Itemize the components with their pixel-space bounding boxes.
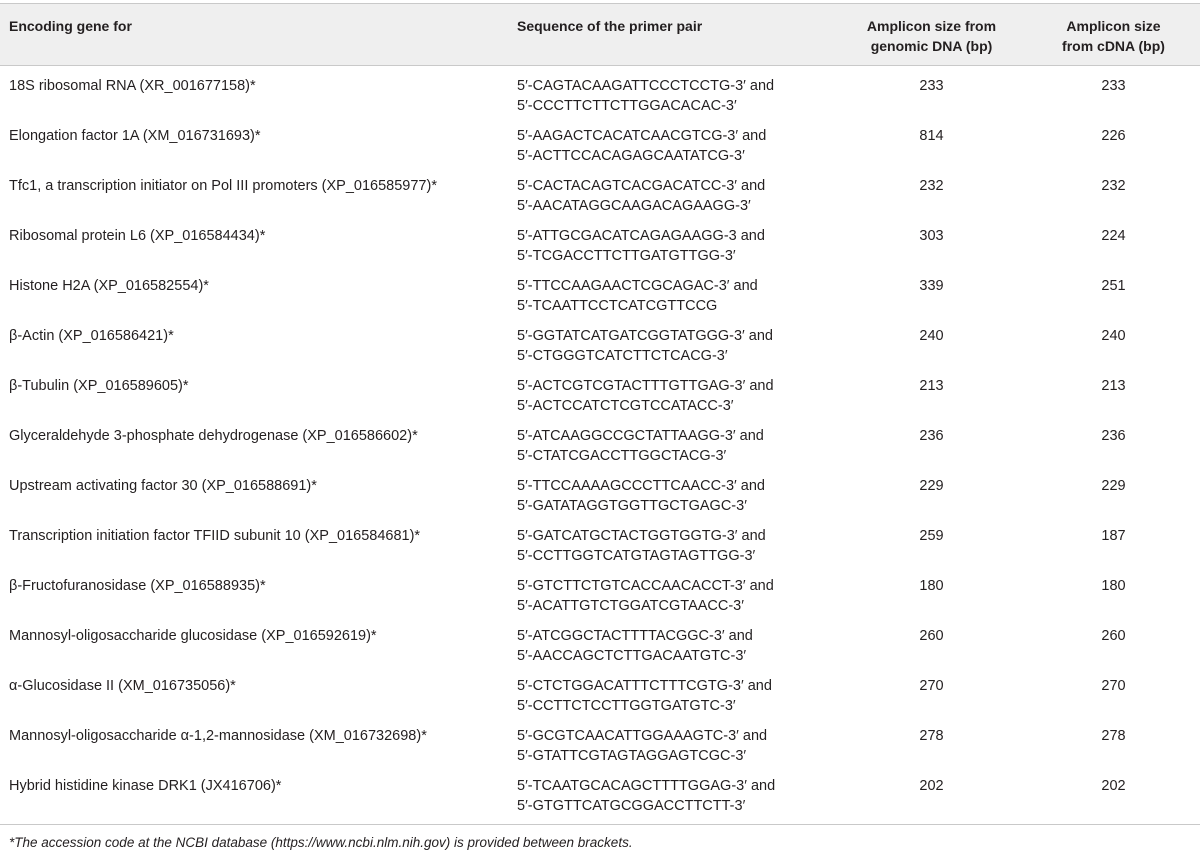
primer-sequence-cell [508, 266, 836, 316]
primer-sequence-cell [508, 416, 836, 466]
reverse-primer: 5′-GATATAGGTGGTTGCTGAGC-3′ [517, 498, 747, 514]
primer-table-container [0, 3, 1200, 850]
reverse-primer: 5′-CTGGGTCATCTTCTCACG-3′ [517, 348, 728, 364]
forward-primer: 5′-GCGTCAACATTGGAAAGTC-3′ and [517, 728, 768, 744]
cdna-size-cell: 251 [1101, 278, 1126, 294]
genomic-size-cell: 202 [919, 778, 944, 794]
forward-primer: 5′-ACTCGTCGTACTTTGTTGAG-3′ and [517, 378, 774, 394]
forward-primer: 5′-CTCTGGACATTTCTTTCGTG-3′ and [517, 678, 772, 694]
primer-sequence-cell [508, 616, 836, 666]
forward-primer: 5′-ATCAAGGCCGCTATTAAGG-3′ and [517, 428, 764, 444]
cdna-size-cell: 213 [1101, 378, 1126, 394]
gene-name-cell: β-Tubulin (XP_016589605)* [9, 378, 189, 394]
cdna-size-cell: 240 [1101, 328, 1126, 344]
genomic-size-cell: 236 [919, 428, 944, 444]
cdna-size-cell: 270 [1101, 678, 1126, 694]
table-body [0, 66, 1200, 825]
forward-primer: 5′-GATCATGCTACTGGTGGTG-3′ and [517, 528, 766, 544]
header-cdna-size: Amplicon size from cDNA (bp) [1027, 4, 1200, 66]
forward-primer: 5′-GGTATCATGATCGGTATGGG-3′ and [517, 328, 773, 344]
cdna-size-cell: 229 [1101, 478, 1126, 494]
reverse-primer: 5′-CCTTGGTCATGTAGTAGTTGG-3′ [517, 548, 756, 564]
cdna-size-cell: 226 [1101, 128, 1126, 144]
reverse-primer: 5′-AACCAGCTCTTGACAATGTC-3′ [517, 648, 747, 664]
genomic-size-cell: 270 [919, 678, 944, 694]
table-row [0, 66, 1200, 117]
cdna-size-cell: 202 [1101, 778, 1126, 794]
cdna-size-cell: 233 [1101, 78, 1126, 94]
gene-name-cell: β-Actin (XP_016586421)* [9, 328, 174, 344]
cdna-size-cell: 232 [1101, 178, 1126, 194]
forward-primer: 5′-TTCCAAAAGCCCTTCAACC-3′ and [517, 478, 765, 494]
gene-name-cell: Histone H2A (XP_016582554)* [9, 278, 209, 294]
genomic-size-cell: 339 [919, 278, 944, 294]
forward-primer: 5′-CAGTACAAGATTCCCTCCTG-3′ and [517, 78, 775, 94]
genomic-size-cell: 180 [919, 578, 944, 594]
gene-name-cell: Mannosyl-oligosaccharide glucosidase (XP_016592619)* [9, 628, 377, 644]
header-encoding-gene: Encoding gene for [0, 4, 508, 66]
genomic-size-cell: 213 [919, 378, 944, 394]
forward-primer: 5′-ATTGCGACATCAGAGAAGG-3 and [517, 228, 765, 244]
table-row [0, 616, 1200, 666]
table-row [0, 516, 1200, 566]
cdna-size-cell: 236 [1101, 428, 1126, 444]
reverse-primer: 5′-GTGTTCATGCGGACCTTCTT-3′ [517, 798, 746, 814]
forward-primer: 5′-TCAATGCACAGCTTTTGGAG-3′ and [517, 778, 776, 794]
reverse-primer: 5′-CCTTCTCCTTGGTGATGTC-3′ [517, 698, 736, 714]
gene-name-cell: 18S ribosomal RNA (XR_001677158)* [9, 78, 256, 94]
table-row [0, 766, 1200, 824]
primer-sequence-cell [508, 216, 836, 266]
cdna-size-cell: 260 [1101, 628, 1126, 644]
table-row [0, 666, 1200, 716]
reverse-primer: 5′-GTATTCGTAGTAGGAGTCGC-3′ [517, 748, 747, 764]
primer-sequence-cell [508, 666, 836, 716]
table-row [0, 116, 1200, 166]
forward-primer: 5′-CACTACAGTCACGACATCC-3′ and [517, 178, 766, 194]
header-row [0, 4, 1200, 66]
gene-name-cell: Hybrid histidine kinase DRK1 (JX416706)* [9, 778, 282, 794]
primer-sequence-cell [508, 516, 836, 566]
primer-sequence-cell [508, 466, 836, 516]
forward-primer: 5′-TTCCAAGAACTCGCAGAC-3′ and [517, 278, 758, 294]
cdna-size-cell: 278 [1101, 728, 1126, 744]
primer-sequence-cell [508, 716, 836, 766]
genomic-size-cell: 260 [919, 628, 944, 644]
header-genomic-size: Amplicon size from genomic DNA (bp) [836, 4, 1027, 66]
primer-sequence-cell [508, 366, 836, 416]
header-primer-sequence: Sequence of the primer pair [508, 4, 836, 66]
gene-name-cell: Upstream activating factor 30 (XP_016588691)* [9, 478, 317, 494]
forward-primer: 5′-AAGACTCACATCAACGTCG-3′ and [517, 128, 767, 144]
gene-name-cell: Elongation factor 1A (XM_016731693)* [9, 128, 261, 144]
reverse-primer: 5′-ACTCCATCTCGTCCATACC-3′ [517, 398, 734, 414]
gene-name-cell: β-Fructofuranosidase (XP_016588935)* [9, 578, 266, 594]
primer-sequence-cell [508, 316, 836, 366]
forward-primer: 5′-GTCTTCTGTCACCAACACCT-3′ and [517, 578, 774, 594]
primer-sequence-cell [508, 566, 836, 616]
table-row [0, 416, 1200, 466]
reverse-primer: 5′-CTATCGACCTTGGCTACG-3′ [517, 448, 727, 464]
genomic-size-cell: 259 [919, 528, 944, 544]
primer-sequence-cell [508, 66, 836, 117]
genomic-size-cell: 814 [919, 128, 944, 144]
table-row [0, 316, 1200, 366]
table-row [0, 566, 1200, 616]
primer-sequence-cell [508, 766, 836, 824]
table-row [0, 266, 1200, 316]
cdna-size-cell: 224 [1101, 228, 1126, 244]
table-row [0, 716, 1200, 766]
genomic-size-cell: 278 [919, 728, 944, 744]
cdna-size-cell: 180 [1101, 578, 1126, 594]
reverse-primer: 5′-ACATTGTCTGGATCGTAACC-3′ [517, 598, 744, 614]
gene-name-cell: Transcription initiation factor TFIID subunit 10 (XP_016584681)* [9, 528, 421, 544]
table-row [0, 366, 1200, 416]
table-row [0, 466, 1200, 516]
genomic-size-cell: 229 [919, 478, 944, 494]
gene-name-cell: Tfc1, a transcription initiator on Pol III promoters (XP_016585977)* [9, 178, 437, 194]
genomic-size-cell: 303 [919, 228, 944, 244]
primer-sequence-cell [508, 116, 836, 166]
primer-sequence-cell [508, 166, 836, 216]
reverse-primer: 5′-ACTTCCACAGAGCAATATCG-3′ [517, 148, 745, 164]
reverse-primer: 5′-CCCTTCTTCTTGGACACAC-3′ [517, 98, 737, 114]
gene-name-cell: α-Glucosidase II (XM_016735056)* [9, 678, 236, 694]
table-row [0, 216, 1200, 266]
table-header [0, 4, 1200, 66]
forward-primer: 5′-ATCGGCTACTTTTACGGC-3′ and [517, 628, 753, 644]
reverse-primer: 5′-AACATAGGCAAGACAGAAGG-3′ [517, 198, 751, 214]
genomic-size-cell: 240 [919, 328, 944, 344]
gene-name-cell: Glyceraldehyde 3-phosphate dehydrogenase (XP_016586602)* [9, 428, 418, 444]
gene-name-cell: Ribosomal protein L6 (XP_016584434)* [9, 228, 266, 244]
primer-table [0, 3, 1200, 824]
cdna-size-cell: 187 [1101, 528, 1126, 544]
reverse-primer: 5′-TCAATTCCTCATCGTTCCG [517, 298, 718, 314]
genomic-size-cell: 233 [919, 78, 944, 94]
reverse-primer: 5′-TCGACCTTCTTGATGTTGG-3′ [517, 248, 736, 264]
gene-name-cell: Mannosyl-oligosaccharide α-1,2-mannosidase (XM_016732698)* [9, 728, 427, 744]
table-footnote: *The accession code at the NCBI database (https://www.ncbi.nlm.nih.gov) is provided between brackets. [9, 835, 633, 850]
table-row [0, 166, 1200, 216]
genomic-size-cell: 232 [919, 178, 944, 194]
